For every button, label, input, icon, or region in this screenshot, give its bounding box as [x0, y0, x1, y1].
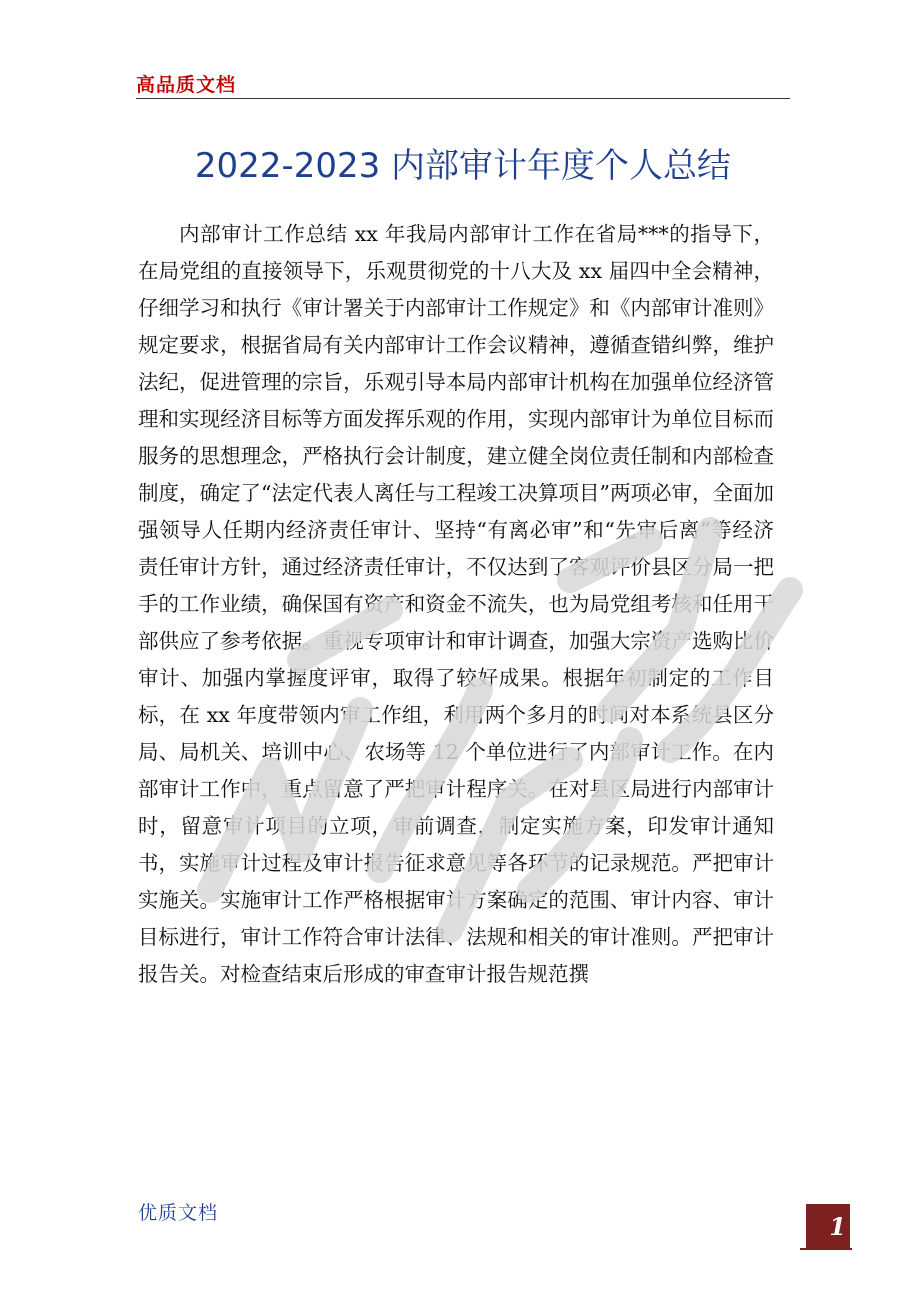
page-number-badge	[806, 1204, 850, 1248]
page-header	[136, 68, 790, 99]
header-label: 高品质文档	[136, 74, 237, 96]
page-number-underline	[800, 1248, 852, 1250]
document-title: 2022-2023 内部审计年度个人总结	[194, 146, 732, 186]
footer-label: 优质文档	[138, 1202, 219, 1224]
document-body: 内部审计工作总结 xx 年我局内部审计工作在省局***的指导下，在局党组的直接领导下，乐观贯彻党的十八大及 xx 届四中全会精神，仔细学习和执行《审计署关于内部审计工作规定》和《内部审计准则》规定要求，根据省局有关内部审计工作会议精神，遵循查错纠弊，维护法纪，促进管理的宗旨，乐观引导本局内部审计机构在加强单位经济管理和实现经济目标等方面发挥乐观的作用，实现内部审计为单位目标而服务的思想理念，严格执行会计制度，建立健全岗位责任制和内部检查制度，确定了“法定代表人离任与工程竣工决算项目”两项必审，全面加强领导人任期内经济责任审计、坚持“有离必审”和“先审后离”等经济责任审计方针，通过经济责任审计，不仅达到了客观评价县区分局一把手的工作业绩，确保国有资产和资金不流失，也为局党组考核和任用干部供应了参考依据。重视专项审计和审计调查，加强大宗资产选购比价审计、加强内掌握度评审，取得了较好成果。根据年初制定的工作目标，在 xx 年度带领内审工作组，利用两个多月的时间对本系统县区分局、局机关、培训中心、农场等 12 个单位进行了内部审计工作。在内部审计工作中，重点留意了严把审计程序关。在对县区局进行内部审计时，留意审计项目的立项，审前调查，制定实施方案，印发审计通知书，实施审计过程及审计报告征求意见等各环节的记录规范。严把审计实施关。实施审计工作严格根据审计方案确定的范围、审计内容、审计目标进行，审计工作符合审计法律、法规和相关的审计准则。严把审计报告关。对检查结束后形成的审查审计报告规范撰	[138, 222, 774, 986]
page-number: 1	[829, 1212, 846, 1241]
